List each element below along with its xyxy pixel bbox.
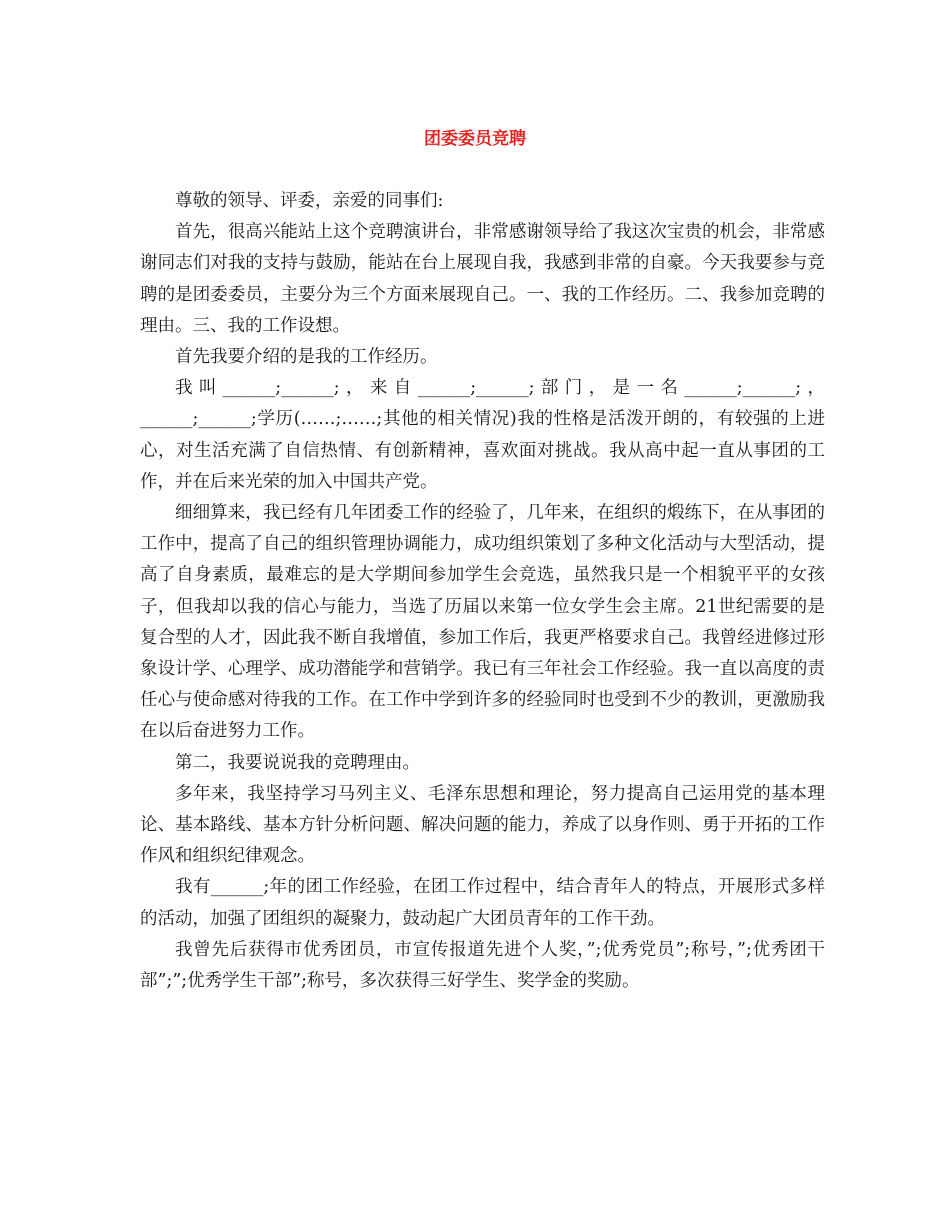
- paragraph-study-theory: 多年来，我坚持学习马列主义、毛泽东思想和理论，努力提高自己运用党的基本理论、基本路线、基本方针分析问题、解决问题的能力，养成了以身作则、勇于开拓的工作作风和组织纪律观念。: [140, 783, 825, 867]
- document-title: 团委委员竞聘: [424, 129, 526, 149]
- paragraph-league-experience: 我有______;年的团工作经验，在团工作过程中，结合青年人的特点，开展形式多样的活动，加强了团组织的凝聚力，鼓动起广大团员青年的工作干劲。: [140, 877, 825, 929]
- paragraph-intro-experience: 首先我要介绍的是我的工作经历。: [175, 347, 438, 368]
- paragraph-salutation: 尊敬的领导、评委，亲爱的同事们:: [175, 191, 444, 211]
- paragraph-opening: 首先，很高兴能站上这个竞聘演讲台，非常感谢领导给了我这次宝贵的机会，非常感谢同志们对我的支持与鼓励，能站在台上展现自我，我感到非常的自豪。今天我要参与竞聘的是团委委员，主要分为三个方面来展现自己。一、我的工作经历。二、我参加竞聘的理由。三、我的工作设想。: [140, 222, 825, 336]
- paragraph-self-introduction: 我叫______;______;，来自______;______;部门，是一名______;______;，______;______;学历(……;……;其他的相关情况)我的性格是活泼开朗的，有较强的上进心，对生活充满了自信热情、有创新精神，喜欢面对挑战。我从高中起一直从事团的工作，并在后来光荣的加入中国共产党。: [140, 378, 825, 492]
- document-body: [140, 186, 825, 997]
- paragraph-work-experience: 细细算来，我已经有几年团委工作的经验了，几年来，在组织的煅练下，在从事团的工作中，提高了自己的组织管理协调能力，成功组织策划了多种文化活动与大型活动，提高了自身素质，最难忘的是大学期间参加学生会竞选，虽然我只是一个相貌平平的女孩子，但我却以我的信心与能力，当选了历届以来第一位女学生会主席。21世纪需要的是复合型的人才，因此我不断自我增值，参加工作后，我更严格要求自己。我曾经进修过形象设计学、心理学、成功潜能学和营销学。我已有三年社会工作经验。我一直以高度的责任心与使命感对待我的工作。在工作中学到许多的经验同时也受到不少的教训，更激励我在以后奋进努力工作。: [140, 503, 825, 742]
- paragraph-awards: 我曾先后获得市优秀团员，市宣传报道先进个人奖，”;优秀党员”;称号，”;优秀团干部”;”;优秀学生干部”;称号，多次获得三好学生、奖学金的奖励。: [140, 939, 825, 992]
- paragraph-reason-heading: 第二，我要说说我的竞聘理由。: [175, 752, 420, 773]
